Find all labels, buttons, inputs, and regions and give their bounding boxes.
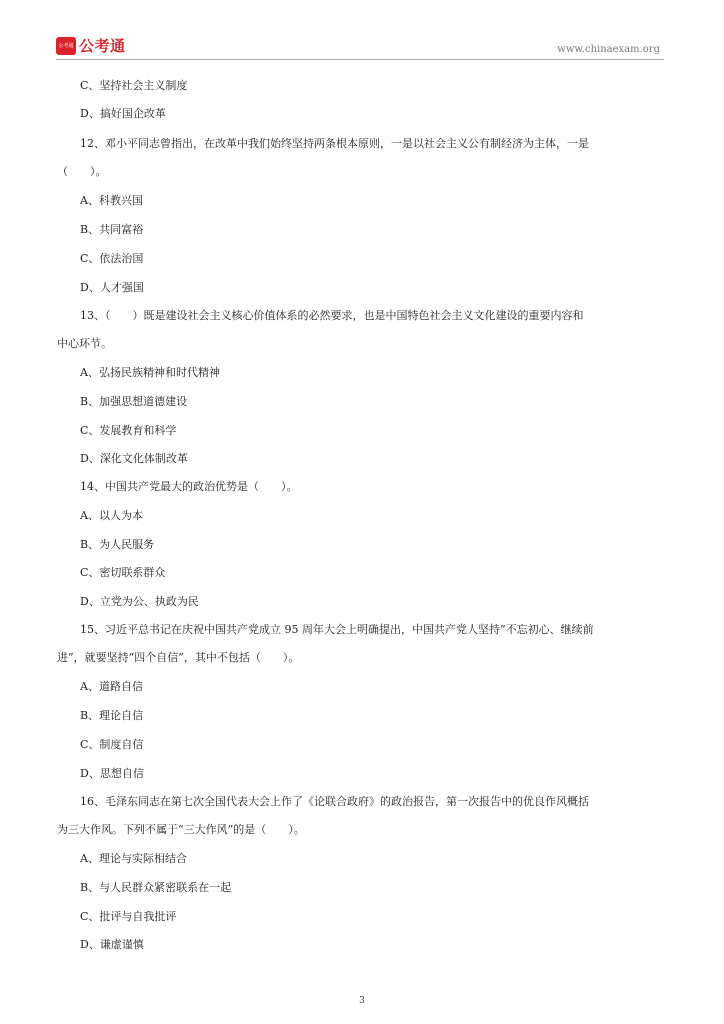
option-15a: A、道路自信	[80, 680, 143, 693]
brand-logo	[56, 36, 126, 56]
option-13a: A、弘扬民族精神和时代精神	[80, 366, 220, 379]
page-number: 3	[359, 996, 365, 1006]
logo-badge-icon: 公考通	[56, 37, 76, 55]
header-divider	[56, 59, 664, 60]
option-16b: B、与人民群众紧密联系在一起	[80, 881, 232, 894]
question-12-stem-cont: （ ）。	[57, 165, 107, 178]
option-11c: C、坚持社会主义制度	[80, 79, 188, 92]
option-14a: A、以人为本	[80, 509, 143, 522]
option-14b: B、为人民服务	[80, 538, 155, 551]
option-16c: C、批评与自我批评	[80, 910, 177, 923]
option-11d: D、搞好国企改革	[80, 107, 166, 120]
site-url: www.chinaexam.org	[557, 44, 660, 55]
page-header	[56, 34, 664, 58]
option-15d: D、思想自信	[80, 767, 144, 780]
question-14-stem: 14、中国共产党最大的政治优势是（ ）。	[80, 480, 298, 493]
question-13-stem-cont: 中心环节。	[57, 337, 112, 350]
option-12a: A、科教兴国	[80, 194, 143, 207]
option-15b: B、理论自信	[80, 709, 144, 722]
option-15c: C、制度自信	[80, 738, 144, 751]
option-12c: C、依法治国	[80, 252, 144, 265]
question-13-stem: 13、（ ）既是建设社会主义核心价值体系的必然要求，也是中国特色社会主义文化建设的重要内容和	[80, 309, 584, 322]
question-16-stem: 16、毛泽东同志在第七次全国代表大会上作了《论联合政府》的政治报告，第一次报告中的优良作风概括	[80, 795, 589, 808]
option-13d: D、深化文化体制改革	[80, 452, 188, 465]
option-13b: B、加强思想道德建设	[80, 395, 188, 408]
option-12b: B、共同富裕	[80, 223, 144, 236]
option-16a: A、理论与实际相结合	[80, 852, 187, 865]
question-12-stem: 12、邓小平同志曾指出，在改革中我们始终坚持两条根本原则，一是以社会主义公有制经济为主体，一是	[80, 137, 589, 150]
option-14c: C、密切联系群众	[80, 566, 166, 579]
question-15-stem: 15、习近平总书记在庆祝中国共产党成立 95 周年大会上明确提出，中国共产党人坚持“不忘初心、继续前	[80, 623, 594, 636]
logo-text: 公考通	[79, 37, 126, 55]
question-16-stem-cont: 为三大作风。下列不属于“三大作风”的是（ ）。	[57, 823, 305, 836]
question-15-stem-cont: 进”，就要坚持“四个自信”，其中不包括（ ）。	[57, 651, 300, 664]
option-13c: C、发展教育和科学	[80, 424, 177, 437]
option-12d: D、人才强国	[80, 281, 144, 294]
option-16d: D、谦虚谨慎	[80, 938, 144, 951]
option-14d: D、立党为公、执政为民	[80, 595, 199, 608]
